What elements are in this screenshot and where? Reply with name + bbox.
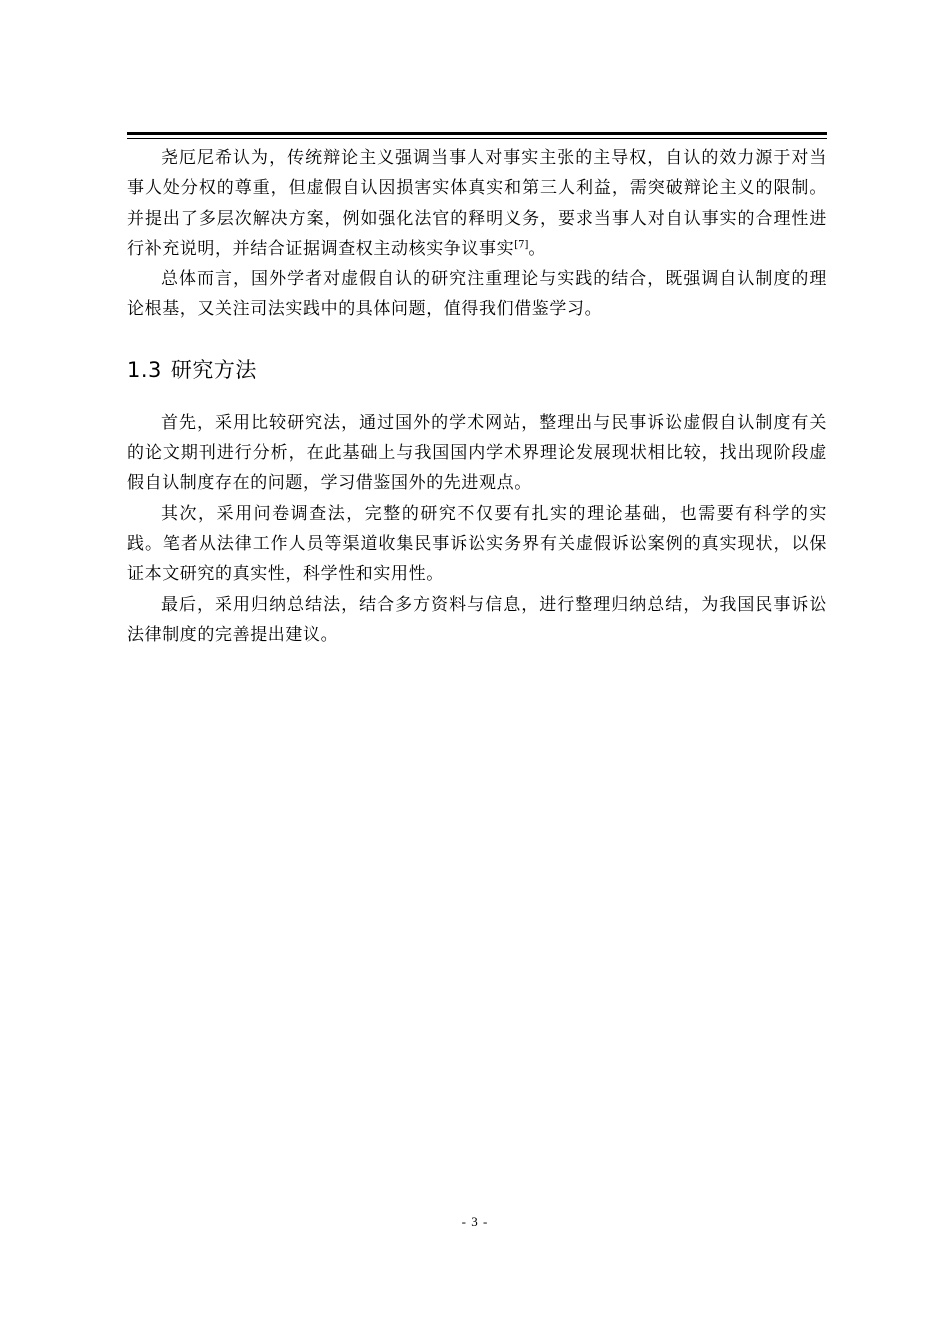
paragraph-text: 尧厄尼希认为，传统辩论主义强调当事人对事实主张的主导权，自认的效力源于对当事人处分权的尊重，但虚假自认因损害实体真实和第三人利益，需突破辩论主义的限制。并提出了多层次解决方案，例如强化法官的释明义务，要求当事人对自认事实的合理性进行补充说明，并结合证据调查权主动核实争议事实	[127, 148, 827, 259]
paragraph-jauernig-view	[127, 143, 827, 264]
paragraph-survey-method: 其次，采用问卷调查法，完整的研究不仅要有扎实的理论基础，也需要有科学的实践。笔者从法律工作人员等渠道收集民事诉讼实务界有关虚假诉讼案例的真实现状，以保证本文研究的真实性，科学性和实用性。	[127, 503, 827, 585]
section-heading	[127, 355, 827, 385]
paragraph-summary: 总体而言，国外学者对虚假自认的研究注重理论与实践的结合，既强调自认制度的理论根基，又关注司法实践中的具体问题，值得我们借鉴学习。	[127, 269, 827, 320]
paragraph-induction-method: 最后，采用归纳总结法，结合多方资料与信息，进行整理归纳总结，为我国民事诉讼法律制度的完善提出建议。	[127, 594, 827, 645]
paragraph-comparative-method: 首先，采用比较研究法，通过国外的学术网站，整理出与民事诉讼虚假自认制度有关的论文期刊进行分析，在此基础上与我国国内学术界理论发展现状相比较，找出现阶段虚假自认制度存在的问题，学习借鉴国外的先进观点。	[127, 412, 827, 494]
section-title: 研究方法	[170, 357, 257, 382]
header-double-rule	[127, 132, 827, 139]
section-number: 1.3	[127, 357, 162, 382]
page-number: - 3 -	[461, 1214, 489, 1229]
body-text	[127, 143, 827, 650]
paragraph-tail: 。	[528, 238, 546, 259]
citation-reference: [7]	[514, 239, 529, 251]
